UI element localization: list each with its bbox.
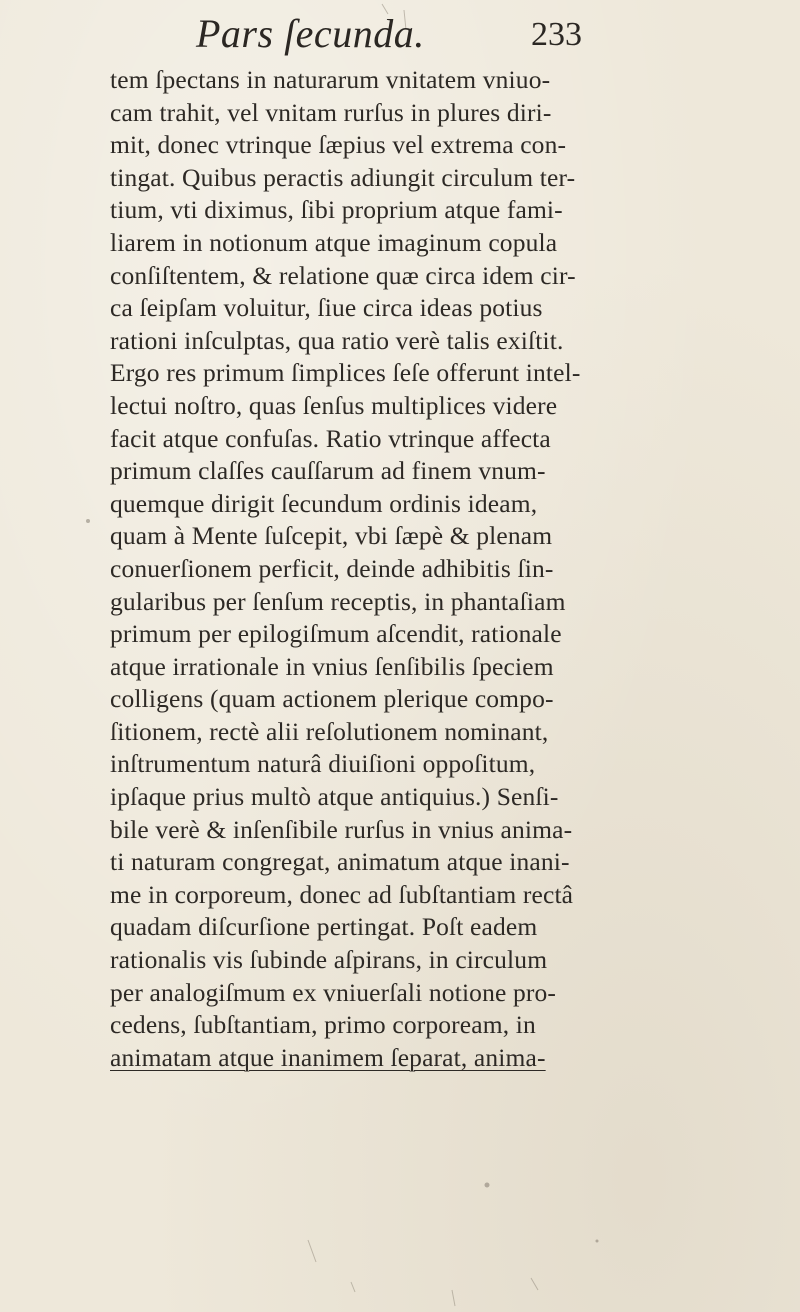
text-line: rationalis vis ſubinde aſpirans, in circulum — [110, 945, 548, 975]
running-head-title: Pars ſecunda. — [196, 11, 425, 56]
text-line: gularibus per ſenſum receptis, in phantaſiam — [110, 586, 566, 616]
text-line: quadam diſcurſione pertingat. Poſt eadem — [110, 912, 538, 942]
text-line: inſtrumentum naturâ diuiſioni oppoſitum, — [110, 749, 536, 779]
text-line: facit atque confuſas. Ratio vtrinque affecta — [110, 423, 551, 453]
text-line: colligens (quam actionem plerique compo- — [110, 684, 554, 714]
text-line: quam à Mente ſuſcepit, vbi ſæpè & plenam — [110, 521, 553, 551]
text-line: ti naturam congregat, animatum atque inani- — [110, 847, 570, 877]
text-line: ca ſeipſam voluitur, ſiue circa ideas potius — [110, 293, 543, 323]
text-line: ipſaque prius multò atque antiquius.) Senſi- — [110, 782, 559, 812]
page-number: 233 — [531, 16, 582, 53]
body-text — [110, 64, 800, 1074]
text-line: animatam atque inanimem ſeparat, anima- — [110, 1042, 546, 1072]
text-line: primum per epilogiſmum aſcendit, rationale — [110, 619, 562, 649]
text-line: lectui noſtro, quas ſenſus multiplices videre — [110, 390, 558, 420]
text-line: atque irrationale in vnius ſenſibilis ſpeciem — [110, 651, 554, 681]
text-line: cedens, ſubſtantiam, primo corpoream, in — [110, 1010, 536, 1040]
text-line: ſitionem, rectè alii reſolutionem nominant, — [110, 716, 549, 746]
text-line: per analogiſmum ex vniuerſali notione pro- — [110, 977, 557, 1007]
text-line: primum claſſes cauſſarum ad finem vnum- — [110, 456, 546, 486]
text-line: cam trahit, vel vnitam rurſus in plures diri- — [110, 97, 552, 127]
text-line: conſiſtentem, & relatione quæ circa idem cir- — [110, 260, 576, 290]
text-line: mit, donec vtrinque ſæpius vel extrema con- — [110, 130, 567, 160]
text-line: tium, vti diximus, ſibi proprium atque fami- — [110, 195, 563, 225]
text-line: me in corporeum, donec ad ſubſtantiam rectâ — [110, 879, 574, 909]
text-line: tingat. Quibus peractis adiungit circulum ter- — [110, 162, 576, 192]
running-head — [0, 10, 800, 66]
text-line: liarem in notionum atque imaginum copula — [110, 227, 558, 257]
text-line: rationi inſculptas, qua ratio verè talis exiſtit. — [110, 325, 564, 355]
text-line: Ergo res primum ſimplices ſeſe offerunt intel- — [110, 358, 581, 388]
text-line: quemque dirigit ſecundum ordinis ideam, — [110, 488, 538, 518]
text-line: conuerſionem perficit, deinde adhibitis ſin- — [110, 553, 554, 583]
text-line: tem ſpectans in naturarum vnitatem vniuo- — [110, 65, 551, 94]
text-line: bile verè & inſenſibile rurſus in vnius anima- — [110, 814, 573, 844]
